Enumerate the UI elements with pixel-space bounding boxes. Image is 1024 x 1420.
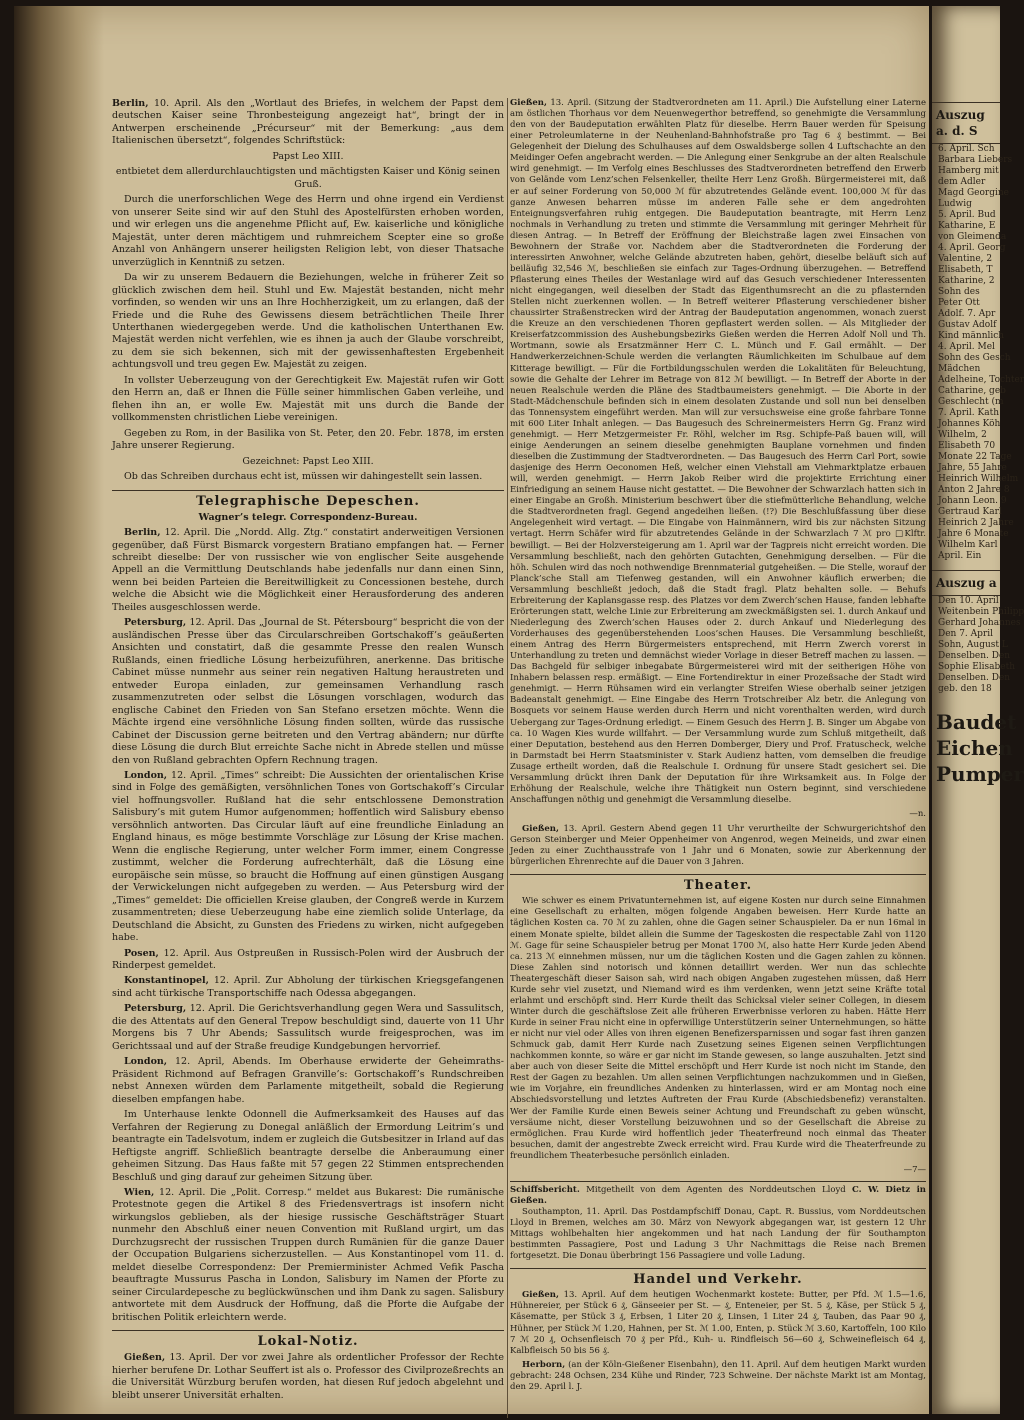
telegram-item: Im Unterhause lenkte Odonnell die Aufmerksamkeit des Hauses auf das Verfahren der Regierung zu Donegal anläßlich der Ermordung Leitrim’s und beantragte ein Tadelsvotum, indem er zugleich die Gutsbesitzer in Irland auf das Heftigste angriff. Schließlich beantragte derselbe die Anberaumung einer geheimen Sitzung. Das Haus faßte mit 57 gegen 22 Stimmen entsprechenden Beschluß und ging darauf zur geheimen Sitzung über. [112, 1109, 504, 1183]
fragment-line: Peter Ott [938, 298, 980, 308]
letter-intro: Berlin, 10. April. Als den „Wortlaut des Briefes, in welchem der Papst dem deutschen Kaiser seine Thronbesteigung angezeigt hat“, bringt der in Antwerpen erscheinende „Précurseur“ mit der Bemerkung: „aus dem Italienischen übersetzt“, folgendes Schriftstück: [112, 98, 504, 147]
telegrams-subtitle: Wagner’s telegr. Correspondenz-Bureau. [198, 511, 418, 523]
theater-text: Wie schwer es einem Privatunternehmen ist, auf eigene Kosten nur durch seine Einnahmen eine Gesellschaft zu erhalten, mögen folgende Angaben beweisen. Herr Kurde hatte an täglichen Kosten ca. 70 ℳ zu zahlen, ohne die Gagen seiner Schauspieler. Da er nun 16mal in einem Monate spielte, bildet allein die Summe der Tageskosten die respectable Zahl von 1120 ℳ. Gage für seine Schauspieler betrug per Monat 1700 ℳ, also hatte Herr Kurde jeden Abend ca. 213 ℳ einnehmen müssen, nur um die täglichen Kosten und die Gagen zahlen zu können. Diese Zahlen sind notorisch und können detaillirt werden. Wer nun das schlechte Theatergeschäft dieser Saison sah, wird nach obigen Angaben zugestehen müssen, daß Herr Kurde sehr viel zusetzt, und Niemand wird es ihm verdenken, wenn jetzt seine Kräfte total erlahmt und erschöpft sind. Herr Kurde theilt das Schicksal vieler seiner Collegen, in diesem Winter durch die geschäftslose Zeit alle früheren Erwerbnisse verloren zu haben. Hätte Herr Kurde in seiner Frau nicht eine in opferwillige Unterstützerin seiner Unternehmungen, so hätte er nicht nur viel oder Alles von ihren eigenen Benefizersparnissen und sogar fast ihren ganzen Schmuck gab, damit Herr Kurde nach Zusetzung seines Eigenen seinen Verpflichtungen nachkommen konnte, so wäre er gar nicht im Stande gewesen, so lange auszuhalten. Jetzt sind aber auch von dieser Seite die Mittel erschöpft und Herr Kurde ist noch nicht im Stande, den Rest der Gagen zu bezahlen. Um allen seinen Verpflichtungen nachzukommen und in Gießen, wie im Vorjahre, ein freundliches Andenken zu hinterlassen, wird er am Montag noch eine Abschiedsvorstellung und letztes Auftreten der Frau Kurde (Abschiedsbenefiz) veranstalten. Wer der Familie Kurde einen Beweis seiner Achtung und Freundschaft zu geben wünscht, versäume nicht, dieser Vorstellung beizuwohnen und so der Gesellschaft die Abreise zu ermöglichen. Frau Kurde wird hoffentlich jeder Theaterfreund noch einmal das Theater besuchen, damit der angestrebte Zweck erreicht wird. Frau Kurde wird die Theaterfreunde zu freundlichem Theaterbesuche persönlich einladen. [510, 896, 926, 1161]
fragment-line: Gerhard Johannes [938, 618, 1021, 628]
fragment-line: Adelheine, Tochter [938, 375, 1024, 385]
fragment-line: Johannes Köh [938, 419, 1001, 429]
theater-title: Theater. [510, 874, 926, 895]
dateline: Petersburg, [124, 617, 187, 629]
fragment-line: Barbara Liebers [938, 155, 1013, 165]
letter-paragraph: Durch die unerforschlichen Wege des Herrn und ohne irgend ein Verdienst von unserer Seite sind wir auf den Stuhl des Apostelfürsten erhoben worden, und wir erlegen uns die angenehme Pflicht auf, Ew. kaiserliche und königliche Majestät, unter deren mächtigem und ruhmreichem Scepter eine so große Anzahl von Anhängern unserer heiligsten Religion lebt, von dieser Thatsache unverzüglich in Kenntniß zu setzen. [112, 194, 504, 268]
fragment-line: Den 7. April [938, 629, 993, 639]
fragment-line: 5. April. Bud [938, 210, 996, 220]
fragment-line: Anton 2 Jahre 8 [938, 485, 1010, 495]
court-report: Gießen, 13. April. Gestern Abend gegen 11 Uhr verurtheilte der Schwurgerichtshof den Gerson Steinberger und Meier Oppenheimer von Angenrod, wegen Meineids, und zwar einen Jeden zu einer Zuchthausstrafe von 1 Jahr und 6 Monaten, sowie zur Aberkennung der bürgerlichen Ehrenrechte auf die Dauer von 3 Jahren. [510, 824, 927, 868]
fragment-line: Mädchen [938, 364, 981, 374]
fragment-line: Denselben. Den [938, 651, 1011, 661]
telegram-item: London, 12. April. „Times“ schreibt: Die Aussichten der orientalischen Krise sind in Folge des gemäßigten, versöhnlichen Tones von Gortschakoff’s Circular viel hoffnungsvoller. Rußland hat die sehr entschlossene Demonstration Salisbury’s mit gutem Humor aufgenommen; hoffentlich wird Salisbury ebenso versöhnlich antworten. Das Circular läuft auf eine freundliche Einladung an England hinaus, es möge bestimmte Vorschläge zur Lösung der Krise machen. Wenn die englische Regierung, unter welcher Form immer, einem Congresse zustimmt, welcher die Forderung aufrechterhält, daß die Lösung eine europäische sein müsse, so braucht die Hoffnung auf einen günstigen Ausgang der Verwickelungen nicht aufgegeben zu werden. — Aus Petersburg wird der „Times“ gemeldet: Die officiellen Kreise glauben, der Congreß werde in Kurzem zusammentreten; diese Ueberzeugung habe eine ziemlich solide Unterlage, da Deutschland die Absicht, zu Gunsten des Friedens zu wirken, nicht aufgegeben habe. [112, 769, 504, 944]
theater-sign: —7— [903, 1164, 926, 1175]
telegram-item: Petersburg, 12. April. Das „Journal de St. Pétersbourg“ bespricht die von der ausländischen Presse über das Circularschreiben Gortschakoff’s geäußerten Ansichten und constatirt, daß die gesammte Presse den realen Wunsch Rußlands, einen friedliche Lösung herbeizuführen, anerkenne. Das britische Cabinet müsse nunmehr aus seiner rein negativen Haltung heraustreten und entweder Europa einladen, zur gemeinsamen Verhandlung rasch zusammenzutreten oder selbst die Lösungen vorschlagen, wodurch das englische Cabinet den Frieden von San Stefano ersetzen möchte. Wenn die Mächte irgend eine versöhnliche Lösung finden sollten, würde das russische Cabinet der Discussion gerne beitreten und den Vertrag abändern; nur dürfte diese Lösung die durch Blut erreichte Sache nicht in Abrede stellen und müsse den von Rußland gebrachten Opfern Rechnung tragen. [112, 617, 504, 766]
trade-title: Handel und Verkehr. [510, 1268, 926, 1289]
fragment-line: 4. April. Mel [938, 342, 995, 352]
fragment-heading: Auszug a. d. S [932, 102, 1000, 144]
fragment-line: Den 10. April [938, 596, 999, 606]
fragment-line: April. Ein [938, 551, 982, 561]
fragment-line: 7. April. Kath [938, 408, 999, 418]
telegram-item: Petersburg, 12. April. Die Gerichtsverhandlung gegen Wera und Sassulitsch, die des Attentats auf den General Trepow beschuldigt sind, dauerte von 11 Uhr Morgens bis 7 Uhr Abends; Sassulitsch wurde freigesprochen, was im Gerichtssaal und auf der Straße freudige Kundgebungen hervorrief. [112, 1003, 504, 1052]
telegram-item: Wien, 12. April. Die „Polit. Corresp.“ meldet aus Bukarest: Die rumänische Protestnote gegen die Artikel 8 des Friedensvertrags ist insofern nicht wirkungslos geblieben, als der hiesige russische Geschäftsträger Stuart nunmehr den Abschluß einer neuen Convention mit Rußland urgirt, um das Durchzugsrecht der russischen Truppen durch Rumänien für die ganze Dauer der Occupation Bulgariens sicherzustellen. — Aus Konstantinopel vom 11. d. meldet dieselbe Correspondenz: Der Premierminister Achmed Vefik Pascha beauftragte Mussurus Pascha in London, Salisbury im Namen der Pforte zu seiner Circulardepesche zu beglückwünschen und ihm Dank zu sagen. Salisbury antwortete mit dem Ausdruck der Hoffnung, daß die Pforte die Aufgabe der britischen Politik erleichtern werde. [112, 1186, 504, 1323]
fragment-line: Elisabeth 70 [938, 441, 996, 451]
telegram-list [112, 527, 504, 1324]
fragment-heading: Auszug a [932, 570, 1000, 596]
fragment-line: Geschlecht (m [938, 397, 1004, 407]
market-report: Gießen, 13. April. Auf dem heutigen Wochenmarkt kostete: Butter, per Pfd. ℳ 1.5—1.6, Hühnereier, per Stück 6 ₰, Gänseeier per St. — ₰, Enteneier, per St. 5 ₰, Käse, per Stück 5 ₰, Käsematte, per Stück 3 ₰, Erbsen, 1 Liter 20 ₰, Linsen, 1 Liter 24 ₰, Tauben, das Paar 90 ₰, Hühner, per Stück ℳ 1.20, Hahnen, per St. ℳ 1.00, Enten, p. Stück ℳ 3.60, Kartoffeln, 100 Kilo 7 ℳ 20 ₰, Ochsenfleisch 70 ₰ per Pfd., Kuh- u. Rindfleisch 56—60 ₰, Schweinefleisch 64 ₰, Kalbfleisch 50 bis 56 ₰. [510, 1290, 926, 1356]
local-notice: Gießen, 13. April. Der vor zwei Jahre als ordentlicher Professor der Rechte hierher berufene Dr. Lothar Seuffert ist als o. Professor des Civilprozeßrechts an die Universität Würzburg berufen worden, hat diesen Ruf jedoch abgelehnt und bleibt unserer Universität erhalten. [112, 1352, 504, 1401]
shipping-title: Schiffsbericht. [510, 1184, 580, 1195]
dateline: Konstantinopel, [124, 975, 209, 987]
fragment-line: Valentine, 2 [938, 254, 993, 264]
letter-sender: Papst Leo XIII. [272, 150, 344, 162]
fragment-line: Heinrich Wilhelm [938, 474, 1019, 484]
fragment-line: 4. April. Georg [938, 243, 1006, 253]
fragment-line: Johann Leon. 9 [938, 496, 1007, 506]
fragment-ads [932, 709, 1024, 787]
dateline: London, [124, 769, 168, 781]
fragment-line: Eichen [936, 736, 1013, 760]
fragment-line: Kind männlich [938, 331, 1005, 341]
fragment-line: Monate 22 Tage [938, 452, 1012, 462]
council-report: Gießen, 13. April. (Sitzung der Stadtverordneten am 11. April.) Die Aufstellung einer Laterne am östlichen Thorhaus vor dem Neuenwegerthor betreffend, so genehmigte die Versammlung den von der Baudeputation erwählten Platz für dieselbe. Herrn Bauer werden für Speisung einer Petroleumlaterne in der Neuhenland-Bahnhofstraße pro Tag 6 ₰ bestimmt. — Bei Gelegenheit der Dielung des Schulhauses auf dem Oswaldsberge sollen 4 Luftschachte an den Meidinger Oefen angebracht werden. — Die Anlegung einer Senkgrube an der alten Realschule wird genehmigt. — Im Verfolg eines Beschlusses des Stadtverordneten betreffend den Erwerb von Gelände vom Lenz’schen Felsenkeller, theilte Herr Lenz Großh. Bürgermeisterei mit, daß er auf seiner Forderung von 50,000 ℳ für abzutretendes Gelände event. 100,000 ℳ für das ganze Anwesen beharren müsse im anderen Falle sehe er dem angedrohten Enteignungsverfahren ruhig entgegen. Die Baudeputation beantragte, mit Herrn Lenz nochmals in Verhandlung zu treten und stimmte die Versammlung mit geringer Mehrheit für diesen Antrag. — In Betreff der Eröffnung der Bleichstraße lagen zwei Einsachen von Bewohnern der Straße vor. Nachdem aber die Stadtverordneten die Forderung der interessirten Anwohner, welche Gelände abzutreten haben, gehört, dieselbe beläuft sich auf beiläufig 32,546 ℳ, beschließen sie einfach zur Tages-Ordnung überzugehen. — Betreffend Pflasterung eines Theiles der Westanlage wird auf das Gesuch verschiedener Interessenten nicht eingegangen, weil dieselben der Stadt das Eigenthumsrecht an die zu pflasternden Stellen nicht zuerkennen wollen. — In Betreff weiterer Pflasterung verschiedener bisher chaussirter Straßenstrecken wird der Antrag der Baudeputation angenommen, wonach zuerst die Kreuze an den verschiedenen Thoren gepflastert werden sollen. — Als Mitglieder der Kreiserfatzcommission des Aushebungsbezirks Gießen werden die Herren Adolf Noll und Th. Wortmann, sowie als Ersatzmänner Herr C. L. Münch und F. Gail ermählt. — Der Handwerkerzeichnen-Schule werden die verlangten Räumlichkeiten im Schulbaue auf dem Kitterage bewilligt. — Für die Fortbildungsschulen werden die Lokalitäten für Beleuchtung, sowie die Gehalte der Lehrer im Betrage von 812 ℳ bewilligt. — In Betreff der Aborte in der neuen Realschule werden die Pläne des Stadtbaumeisters genehmigt. — Die Aborte in der Stadt-Mädchenschule befinden sich in einem desolaten Zustande und soll nun bei denselben das Tonnensystem eingeführt werden. Man will zur versuchsweise eine große fahrbare Tonne mit 600 Liter Inhalt anlegen. — Das Baugesuch des Schreinermeisters Herrn Gg. Franz wird genehmigt. — Herr Metzgermeister Fr. Röhl, welcher im Rsg. Schipfe-Paß bauen will, will einige Aenderungen an seinem dieselbe genehmigten Bauplane vornehmen und finden dieselben die Zustimmung der Stadtverordneten. — Das Baugesuch des Herrn Carl Port, sowie dasjenige des Herrn Oeconomen Heß, welcher einen Viehstall am Viehmarktplatze erbauen will, werden genehmigt. — Herrn Jakob Reiber wird die projektirte Errichtung einer Einfriedigung an seinem Hause nicht gestattet. — Die Bewohner der Schwarzlach hatten sich in einer Eingabe an Großh. Ministerium beschwert über die stiefmütterliche Behandlung, welche die Stadtverordneten fragl. Gegend angedeihen ließen. (!?) Die Beschlußfassung über diese Angelegenheit wird vertagt. — Die Eingabe von Hainmännern, wird bis zur nächsten Sitzung vertagt. Herrn Schäfer wird für abzutretendes Gelände in der Schwarzlach 7 ℳ pro □Klftr. bewilligt. — Bei der Holzversteigerung am 1. April war der Tagpreis nicht erreicht worden. Die Versammlung beschließt, nach den gehörten Gutachten, Genehmigung derselben. — Für die höh. Schulen wird das noch nothwendige Brennmaterial gutgeheißen. — Die Stelle, worauf der Planck’sche Stall am Tiefenweg gestanden, will ein Anwohner käuflich erwerben; die Versammlung beschließt jedoch, daß die Stadt fragl. Platz behalten solle. — Behufs Erbreiterung der Kaplansgasse resp. des Platzes vor dem Zwerch’schen Hause, fanden lebhafte Erörterungen statt, welche Linie zur Erbreiterung am zweckmäßigsten sei. 1. durch Ankauf und Niederlegung des Zwerch’schen Hauses oder 2. durch Ankauf und Niederlegung des Vorderhauses des gegenüberstehenden Loos’schen Hauses. Die Versammlung beschließt, einem Antrag des Herrn Bürgermeisters entsprechend, mit Herrn Zwerch vorerst in Unterhandlung zu treten und demnächst wieder Vorlage in dieser Betreff machen zu lassen. — Das Bachgeld für selbiger inbegabate Bürgermeisterei wird mit der seitherigen Höhe von Inhabern belassen resp. ermäßigt. — Eine Fortendirektur in einer Prozeßsache der Stadt wird genehmigt. — Herrn Rühsamen wird ein verlangter Streifen Wiese oberhalb seiner jetzigen Badeanstalt genehmigt. — Eine Eingabe des Herrn Trotschreiber Alz betr. die Anlegung von Bosquets vor seinem Hause werden durch Herrn und nicht vorenthalten werden, wird durch Uebergang zur Tages-Ordnung erledigt. — Einem Gesuch des Herrn J. B. Singer um Abgabe von ca. 10 Wagen Kies wurde willfahrt. — Der Versammlung wurde zum Schluß mitgetheilt, daß einer Deputation, bestehend aus den Herren Domberger, Diery und Prof. Fratuscheck, welche in Darmstadt bei Herrn Staatsminister v. Stark Audienz hatten, vom demselben die freudige Zusage ertheilt worden, daß die Realschule I. Ordnung für unsere Stadt gesichert sei. Die Versammlung drückt ihren Dank der Deputation für ihre Wirksamkeit aus. In Folge der Erhöhung der Realschule, welche ihre Thätigkeit nun Ostern beginnt, sind verschiedene Anschaffungen nöthig und genehmigt die Versammlung dieselbe. [510, 98, 927, 805]
fragment-line: Gustav Adolf [938, 320, 997, 330]
fragment-line: Magd Georgine [938, 188, 1009, 198]
fragment-line: Sohn des [938, 287, 980, 297]
dateline: Gießen, [522, 1290, 559, 1301]
column-rule [507, 98, 508, 1418]
fragment-line: Catharine, geb [938, 386, 1006, 396]
fragment-line: geb. den 18 [938, 684, 992, 694]
telegram-item: Konstantinopel, 12. April. Zur Abholung der türkischen Kriegsgefangenen sind acht türkische Transportschiffe nach Odessa abgegangen. [112, 975, 504, 999]
telegrams-title: Telegraphische Depeschen. [112, 490, 504, 511]
dateline: Herborn, [522, 1359, 566, 1370]
council-sign: —n. [909, 809, 926, 819]
fragment-line: Hamberg mit [938, 166, 999, 176]
shipping-text: Southampton, 11. April. Das Postdampfschiff Donau, Capt. R. Bussius, vom Norddeutschen Lloyd in Bremen, welches am 30. März von Newyork abgegangen war, ist gestern 12 Uhr Mittags wohlbehalten hier angekommen und hat nach Landung der für Southampton bestimmten Passagiere, Post und Ladung 3 Uhr Nachmittags die Reise nach Bremen fortgesetzt. Die Donau überbringt 156 Passagiere und volle Ladung. [510, 1207, 926, 1262]
dateline: London, [124, 1056, 168, 1068]
fragment-line: Katharine, E [938, 221, 996, 231]
fragment-line: Gertraud Karl [938, 507, 1002, 517]
fragment-line: Pumper [936, 762, 1024, 786]
shipping-title-rest: Mitgetheilt von dem Agenten des Norddeutschen Lloyd [586, 1184, 846, 1195]
fragment-line: Ludwig [938, 199, 972, 209]
letter-paragraph: In vollster Ueberzeugung von der Gerechtigkeit Ew. Majestät rufen wir Gott den Herrn an, daß er Ihnen die Fülle seiner himmlischen Gaben verleihe, und flehen ihn an, er wolle Ew. Majestät mit uns durch die Bande der vollkommensten christlichen Liebe vereinigen. [112, 374, 504, 424]
dateline: Petersburg, [124, 1003, 187, 1015]
fragment-line: Jahre, 55 Jahre [938, 463, 1007, 473]
right-column [510, 98, 926, 1396]
fragment-line: Sohn des Gesch [938, 353, 1011, 363]
dateline: Berlin, [112, 98, 149, 109]
fragment-line: Katharine, 2 [938, 276, 995, 286]
letter-closing: Ob das Schreiben durchaus echt ist, müssen wir dahingestellt sein lassen. [124, 471, 483, 483]
letter-paragraph: Da wir zu unserem Bedauern die Beziehungen, welche in früherer Zeit so glücklich zwischen dem heil. Stuhl und Ew. Majestät bestanden, nicht mehr vorfinden, so wenden wir uns an Ihre Hochherzigkeit, um zu erlangen, daß der Friede und die Ruhe des Gewissens diesem beträchtlichen Theile Ihrer Unterthanen wiedergegeben werde. Und die katholischen Unterthanen Ew. Majestät werden nicht verfehlen, wie es ihnen ja auch der Glaube vorschreibt, zu dem sie sich bekennen, sich mit der gewissenhaftesten Ergebenheit achtungsvoll und treu gegen Ew. Majestät zu zeigen. [112, 272, 504, 371]
telegram-item: London, 12. April, Abends. Im Oberhause erwiderte der Geheimraths-Präsident Richmond auf Befragen Granville’s: Gortschakoff’s Rundschreiben nebst Annexen würden dem Parlamente mitgetheilt, sobald die Regierung dieselben empfangen habe. [112, 1056, 504, 1105]
dateline: Gießen, [522, 824, 559, 835]
fragment-line: Wilhelm Karl [938, 540, 998, 550]
fragment-line: Sohn, August L [938, 640, 1008, 650]
fragment-line: 6. April. Sch [938, 144, 995, 154]
fragment-lines [932, 596, 1024, 695]
fragment-line: Jahre 6 Monate [938, 529, 1009, 539]
fragment-line: Baudet [936, 710, 1017, 734]
letter-date: Gegeben zu Rom, in der Basilika von St. Peter, den 20. Febr. 1878, im ersten Jahre unserer Regierung. [112, 427, 504, 452]
fragment-line: Denselben. Den [938, 673, 1011, 683]
fragment-line: Heinrich 2 Jahre [938, 518, 1014, 528]
shipping-heading [510, 1181, 926, 1207]
left-column [112, 98, 504, 1405]
fragment-line: Sophie Elisabeth [938, 662, 1016, 672]
newspaper-page [14, 6, 929, 1414]
letter-greeting: entbietet dem allerdurchlauchtigsten und mächtigsten Kaiser und König seinen Gruß. [115, 166, 501, 190]
letter-signature: Gezeichnet: Papst Leo XIII. [242, 455, 374, 467]
fragment-line: Elisabeth, T [938, 265, 993, 275]
herborn-report: Herborn, (an der Köln-Gießener Eisenbahn), den 11. April. Auf dem heutigen Markt wurden gebracht: 248 Ochsen, 234 Kühe und Rinder, 723 Schweine. Der nächste Markt ist am Montag, den 29. April l. J. [510, 1359, 926, 1392]
telegram-item: Berlin, 12. April. Die „Nordd. Allg. Ztg.“ constatirt anderweitigen Versionen gegenüber, daß Fürst Bismarck vorgestern Bratiano empfangen hat. — Ferner schreibt dieselbe: Der von russischer wie von englischer Seite ausgehende Appell an die Vermittlung Deutschlands habe jedenfalls nur dann einen Sinn, wenn bei beiden Parteien die Bereitwilligkeit zu Concessionen bestehe, durch welche die Absicht wie die Möglichkeit einer Herausforderung des anderen Theiles ausgeschlossen werde. [112, 527, 504, 613]
fragment-line: dem Adler [938, 177, 986, 187]
shipping-agent: C. W. Dietz in Gießen. [510, 1184, 926, 1206]
local-title: Lokal-Notiz. [112, 1330, 504, 1351]
adjacent-page-fragment [932, 6, 1024, 1414]
dateline: Gießen, [124, 1352, 166, 1364]
fragment-line: von Gleimenda [938, 232, 1007, 242]
fragment-line: Weitenbein Philipp [938, 607, 1024, 617]
dateline: Gießen, [510, 98, 547, 108]
fragment-line: Adolf. 7. Apr [938, 309, 996, 319]
telegram-item: Posen, 12. April. Aus Ostpreußen in Russisch-Polen wird der Ausbruch der Rinderpest gemeldet. [112, 947, 504, 971]
fragment-line: Wilhelm, 2 [938, 430, 987, 440]
dateline: Posen, [124, 947, 159, 959]
fragment-lines [932, 144, 1024, 562]
dateline: Wien, [124, 1186, 155, 1198]
dateline: Berlin, [124, 527, 161, 539]
